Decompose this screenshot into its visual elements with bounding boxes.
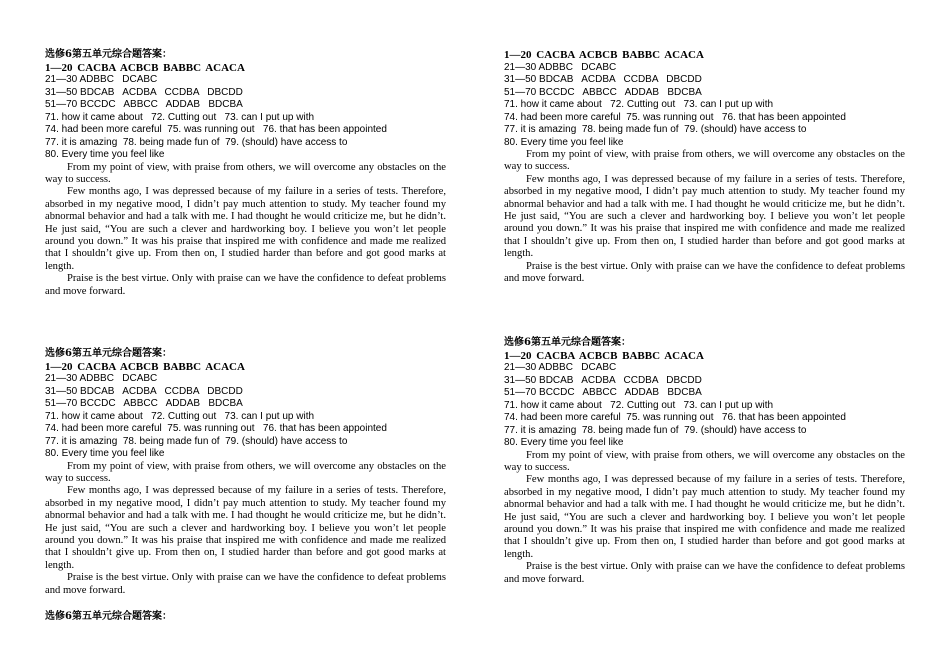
essay-paragraph-2: Few months ago, I was depressed because of my failure in a series of tests. Therefore, absorbed in my negative mood, I didn’t pay much attention to study. My teacher found my abnormal behavior and had a talk with me. I had thought he would criticize me, but he didn’t. He just said, “You are such a clever and hardworking boy. I believe you won’t let people around you down.” It was his praise that inspired me with confidence and made me realized that I shouldn’t give up. From then on, I studied harder than before and got good marks at length. [45,485,446,571]
essay-paragraph-3: Praise is the best virtue. Only with praise can we have the confidence to defeat problems and move forward. [504,561,905,585]
essay-paragraph-1: From my point of view, with praise from others, we will overcome any obstacles on the way to success. [504,149,905,173]
answer-line-51-70: 51—70 BCCDC ABBCC ADDAB BDCBA [504,387,702,398]
answer-key-1-20: 1—20 CACBA ACBCB BABBC ACACA [45,360,245,373]
essay-paragraph-3: Praise is the best virtue. Only with praise can we have the confidence to defeat problems and move forward. [504,260,905,285]
answer-title: 选修6第五单元综合题答案： [45,348,172,359]
answer-key-1-20: 1—20 CACBA ACBCB BABBC ACACA [504,349,704,362]
answer-line-21-30: 21—30 ADBBC DCABC [45,373,158,384]
answer-line-80: 80. Every time you feel like [504,136,624,148]
answer-line-71-73: 71. how it came about 72. Cutting out 73. can I put up with [45,111,315,123]
answer-block-top-right [504,49,905,285]
answer-block-bottom-right [504,337,905,586]
answer-line-77-79: 77. it is amazing 78. being made fun of 79. (should) have access to [45,435,348,447]
answer-line-80: 80. Every time you feel like [45,448,165,459]
answer-line-74-76: 74. had been more careful 75. was running out 76. that has been appointed [504,412,846,423]
answer-line-77-79: 77. it is amazing 78. being made fun of 79. (should) have access to [504,424,807,436]
answer-line-71-73: 71. how it came about 72. Cutting out 73. can I put up with [45,410,315,422]
answer-line-77-79: 77. it is amazing 78. being made fun of 79. (should) have access to [45,136,348,148]
answer-line-51-70: 51—70 BCCDC ABBCC ADDAB BDCBA [45,99,243,110]
answer-title: 选修6第五单元综合题答案： [504,337,631,348]
answer-key-1-20: 1—20 CACBA ACBCB BABBC ACACA [504,49,704,61]
answer-line-71-73: 71. how it came about 72. Cutting out 73. can I put up with [504,399,774,411]
essay-paragraph-3: Praise is the best virtue. Only with praise can we have the confidence to defeat problems and move forward. [45,572,446,596]
answer-line-31-50: 31—50 BDCAB ACDBA CCDBA DBCDD [45,86,243,98]
answer-line-31-50: 31—50 BDCAB ACDBA CCDBA DBCDD [504,74,702,85]
essay-paragraph-2: Few months ago, I was depressed because of my failure in a series of tests. Therefore, absorbed in my negative mood, I didn’t pay much attention to study. My teacher found my abnormal behavior and had a talk with me. I had thought he would criticize me, but he didn’t. He just said, “You are such a clever and hardworking boy. I believe you won’t let people around you down.” It was his praise that inspired me with confidence and made me realized that I shouldn’t give up. From then on, I studied harder than before and got good marks at length. [504,474,905,560]
essay-paragraph-2: Few months ago, I was depressed because of my failure in a series of tests. Therefore, absorbed in my negative mood, I didn’t pay much attention to study. My teacher found my abnormal behavior and had a talk with me. I had thought he would criticize me, but he didn’t. He just said, “You are such a clever and hardworking boy. I believe you won’t let people around you down.” It was his praise that inspired me with confidence and made me realized that I shouldn’t give up. From then on, I studied harder than before and got good marks at length. [45,186,446,272]
answer-line-77-79: 77. it is amazing 78. being made fun of 79. (should) have access to [504,124,807,135]
answer-key-1-20: 1—20 CACBA ACBCB BABBC ACACA [45,61,245,74]
answer-line-21-30: 21—30 ADBBC DCABC [504,362,617,373]
answer-block-bottom-left [45,348,446,597]
answer-line-21-30: 21—30 ADBBC DCABC [45,74,158,85]
answer-line-31-50: 31—50 BDCAB ACDBA CCDBA DBCDD [45,385,243,397]
answer-line-21-30: 21—30 ADBBC DCABC [504,61,617,73]
essay-paragraph-1: From my point of view, with praise from others, we will overcome any obstacles on the way to success. [45,460,446,484]
answer-line-31-50: 31—50 BDCAB ACDBA CCDBA DBCDD [504,374,702,386]
answer-line-74-76: 74. had been more careful 75. was running out 76. that has been appointed [45,124,387,135]
answer-title: 选修6第五单元综合题答案： [45,611,172,622]
essay-paragraph-3: Praise is the best virtue. Only with praise can we have the confidence to defeat problems and move forward. [45,273,446,297]
answer-line-80: 80. Every time you feel like [504,437,624,448]
answer-line-74-76: 74. had been more careful 75. was running out 76. that has been appointed [504,111,846,123]
answer-line-80: 80. Every time you feel like [45,149,165,160]
answer-line-74-76: 74. had been more careful 75. was running out 76. that has been appointed [45,423,387,434]
answer-line-51-70: 51—70 BCCDC ABBCC ADDAB BDCBA [45,398,243,409]
essay-paragraph-1: From my point of view, with praise from others, we will overcome any obstacles on the way to success. [504,449,905,473]
answer-line-51-70: 51—70 BCCDC ABBCC ADDAB BDCBA [504,86,702,98]
essay-paragraph-1: From my point of view, with praise from others, we will overcome any obstacles on the way to success. [45,161,446,185]
answer-block-footer [45,611,446,624]
answer-line-71-73: 71. how it came about 72. Cutting out 73. can I put up with [504,99,774,110]
answer-title: 选修6第五单元综合题答案： [45,49,172,60]
answer-block-top-left [45,49,446,298]
essay-paragraph-2: Few months ago, I was depressed because of my failure in a series of tests. Therefore, absorbed in my negative mood, I didn’t pay much attention to study. My teacher found my abnormal behavior and had a talk with me. I had thought he would criticize me, but he didn’t. He just said, “You are such a clever and hardworking boy. I believe you won’t let people around you down.” It was his praise that inspired me with confidence and made me realized that I shouldn’t give up. From then on, I studied harder than before and got good marks at length. [504,173,905,260]
